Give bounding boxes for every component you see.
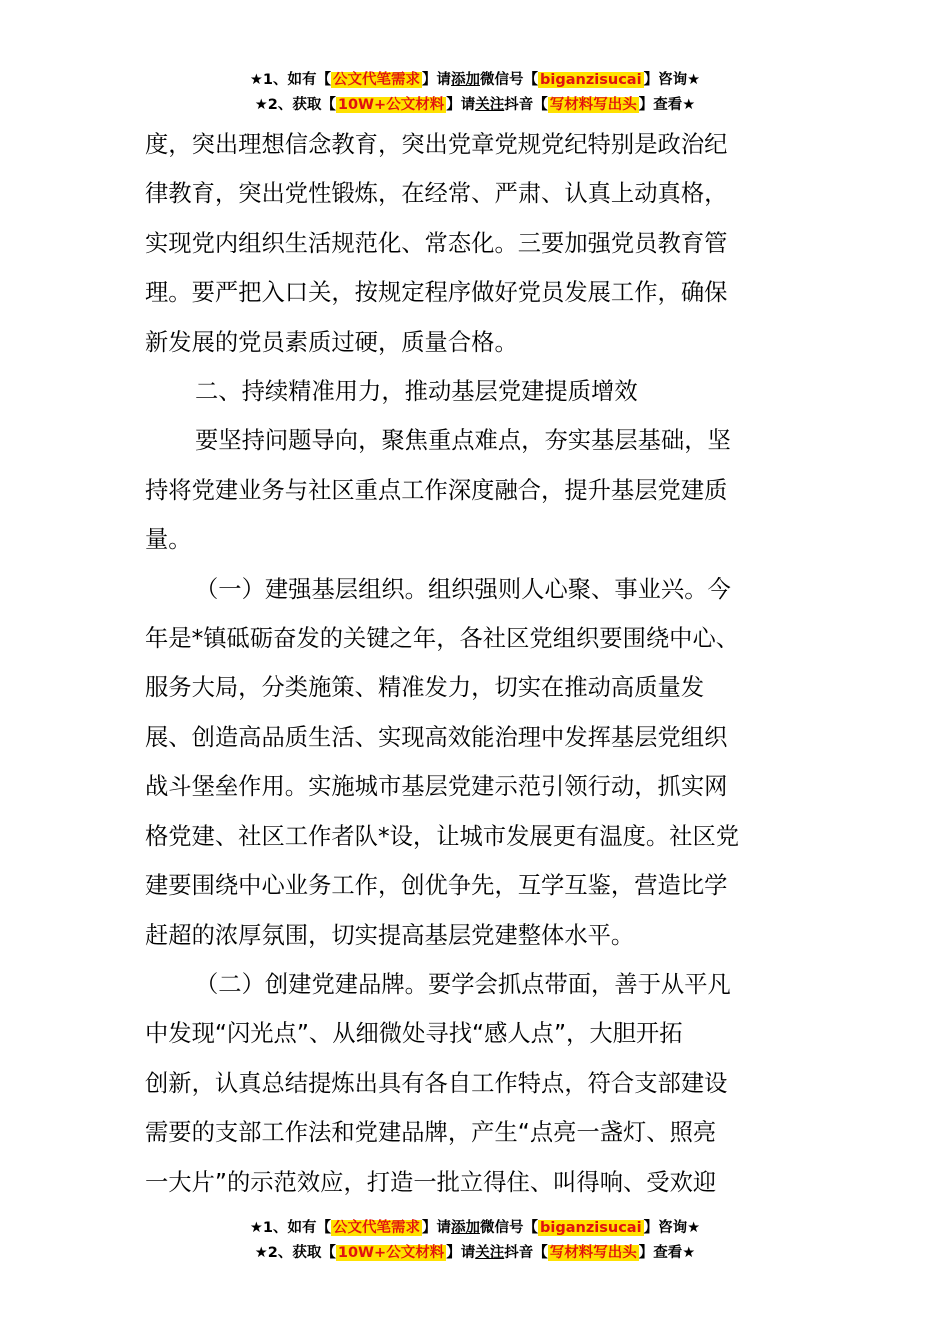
body-line: 新发展的党员素质过硬，质量合格。 [145,328,518,356]
subsection-line: （一）建强基层组织。组织强则人心聚、事业兴。今 [195,575,731,603]
header-banner [0,68,950,118]
wechat-id: biganzisucai [540,1220,642,1236]
banner-line-2: ★2、获取【 10W+公文材料 】请关注抖音【 写材料写出头 】查看★ [254,1245,696,1261]
banner-line-1: ★1、如有【 公文代笔需求 】请添加微信号【 biganzisucai 】咨询★ [249,72,701,88]
highlight-text: 公文代笔需求 [333,72,421,88]
wechat-id: biganzisucai [540,72,642,88]
body-line: 持将党建业务与社区重点工作深度融合，提升基层党建质 [145,476,728,504]
body-line: 战斗堡垒作用。实施城市基层党建示范引领行动，抓实网 [145,773,728,801]
body-line: 理。要严把入口关，按规定程序做好党员发展工作，确保 [145,279,728,307]
douyin-account: 写材料写出头 [549,1245,637,1261]
body-line: 量。 [145,526,192,554]
banner-line-1: ★1、如有【 公文代笔需求 】请添加微信号【 biganzisucai 】咨询★ [249,1220,701,1236]
highlight-text: 公文代笔需求 [333,1220,421,1236]
body-line: 律教育，突出党性锻炼，在经常、严肃、认真上动真格， [145,180,728,208]
highlight-text: 10W+公文材料 [337,1245,445,1261]
document-body [145,120,805,1207]
section-heading: 二、持续精准用力，推动基层党建提质增效 [195,378,638,406]
body-line: 格党建、社区工作者队*设，让城市发展更有温度。社区党 [145,822,740,850]
body-line: 建要围绕中心业务工作，创优争先，互学互鉴，营造比学 [145,872,728,900]
body-line: 展、创造高品质生活、实现高效能治理中发挥基层党组织 [145,723,728,751]
body-line: 需要的支部工作法和党建品牌，产生“点亮一盏灯、照亮 [145,1119,717,1147]
body-line: 一大片”的示范效应，打造一批立得住、叫得响、受欢迎 [145,1168,717,1196]
body-line: 服务大局，分类施策、精准发力，切实在推动高质量发 [145,674,705,702]
highlight-text: 10W+公文材料 [337,97,445,113]
body-line: 赶超的浓厚氛围，切实提高基层党建整体水平。 [145,921,635,949]
douyin-account: 写材料写出头 [549,97,637,113]
body-line: 创新，认真总结提炼出具有各自工作特点，符合支部建设 [145,1069,728,1097]
body-line: 要坚持问题导向，聚焦重点难点，夯实基层基础，坚 [195,427,731,455]
subsection-line: （二）创建党建品牌。要学会抓点带面，善于从平凡 [195,970,731,998]
body-line: 实现党内组织生活规范化、常态化。三要加强党员教育管 [145,229,728,257]
banner-line-2: ★2、获取【 10W+公文材料 】请关注抖音【 写材料写出头 】查看★ [254,97,696,113]
body-line: 度，突出理想信念教育，突出党章党规党纪特别是政治纪 [145,131,728,158]
body-line: 年是*镇砥砺奋发的关键之年，各社区党组织要围绕中心、 [145,625,740,653]
body-line: 中发现“闪光点”、从细微处寻找“感人点”，大胆开拓 [145,1020,683,1048]
footer-banner [0,1216,950,1266]
